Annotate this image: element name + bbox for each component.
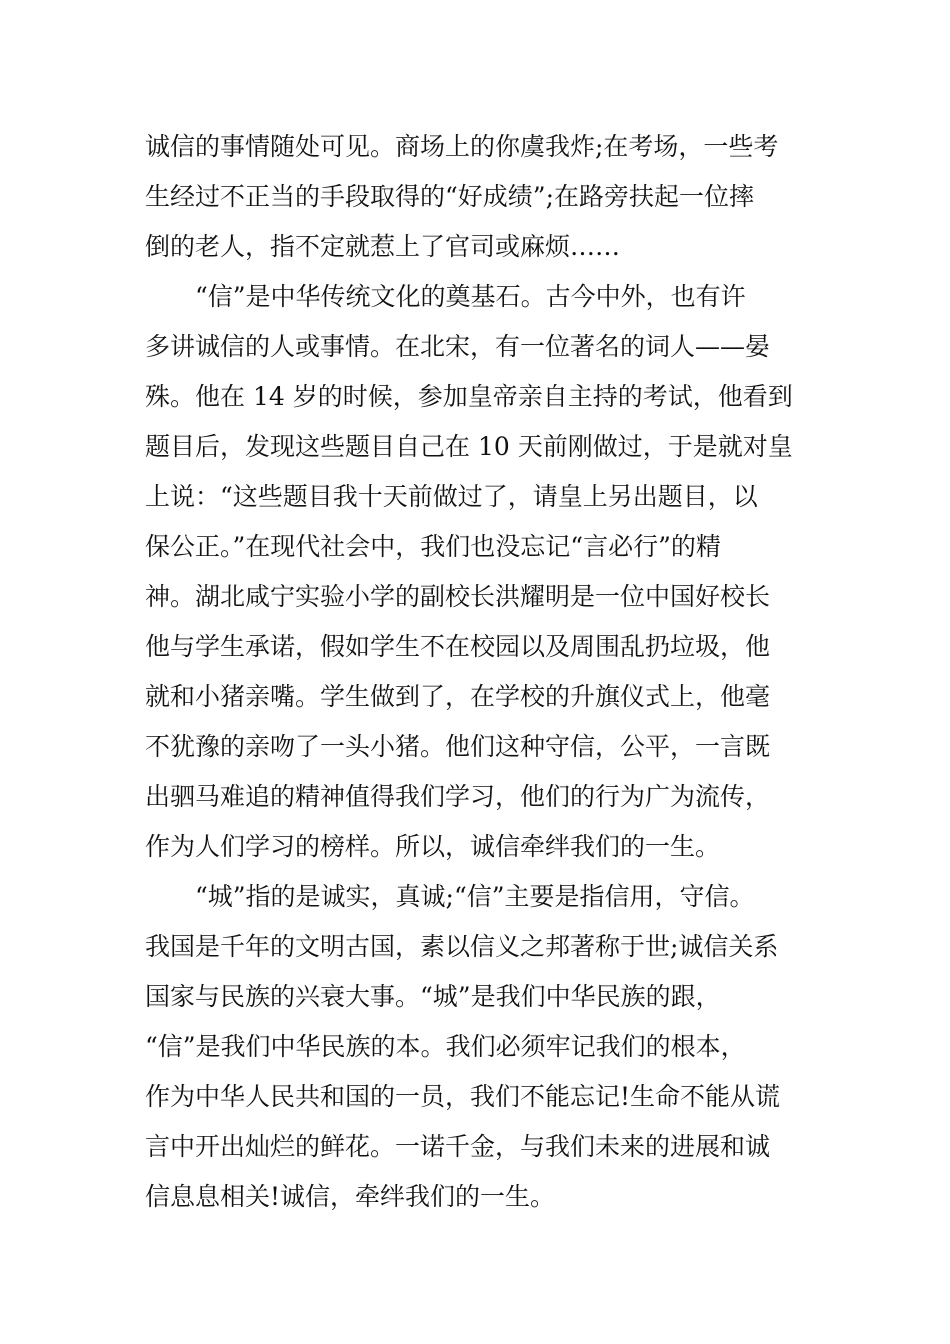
paragraph-2-line-11: 出驷马难追的精神值得我们学习，他们的行为广为流传， <box>145 782 771 811</box>
paragraph-2-line-2: 多讲诚信的人或事情。在北宋，有一位著名的词人——晏 <box>145 332 771 361</box>
paragraph-3-line-7: 信息息相关!诚信，牵绊我们的一生。 <box>145 1182 556 1211</box>
paragraph-1-line-2: 生经过不正当的手段取得的“好成绩”;在路旁扶起一位摔 <box>145 182 754 211</box>
paragraph-2-line-9: 就和小猪亲嘴。学生做到了，在学校的升旗仪式上，他毫 <box>145 682 771 711</box>
paragraph-3-line-3: 国家与民族的兴衰大事。“城”是我们中华民族的跟， <box>145 982 721 1011</box>
paragraph-3-line-2: 我国是千年的文明古国，素以信义之邦著称于世;诚信关系 <box>145 932 779 961</box>
paragraph-2-line-12: 作为人们学习的榜样。所以，诚信牵绊我们的一生。 <box>145 832 721 861</box>
paragraph-2-line-8: 他与学生承诺，假如学生不在校园以及周围乱扔垃圾，他 <box>145 632 771 661</box>
paragraph-3-line-1: “城”指的是诚实，真诚;“信”主要是指信用，守信。 <box>195 882 755 911</box>
paragraph-2-line-10: 不犹豫的亲吻了一头小猪。他们这种守信，公平，一言既 <box>145 732 771 761</box>
paragraph-2-line-7: 神。湖北咸宁实验小学的副校长洪耀明是一位中国好校长 <box>145 582 771 611</box>
paragraph-2-line-4: 题目后，发现这些题目自己在 10 天前刚做过，于是就对皇 <box>145 432 793 461</box>
paragraph-2-line-5: 上说：“这些题目我十天前做过了，请皇上另出题目，以 <box>145 482 758 511</box>
paragraph-2-line-6: 保公正。”在现代社会中，我们也没忘记“言必行”的精 <box>145 532 721 561</box>
paragraph-2-line-3: 殊。他在 14 岁的时候，参加皇帝亲自主持的考试，他看到 <box>145 382 793 411</box>
paragraph-3-line-6: 言中开出灿烂的鲜花。一诺千金，与我们未来的进展和诚 <box>145 1132 771 1161</box>
paragraph-2-line-1: “信”是中华传统文化的奠基石。古今中外，也有许 <box>195 282 746 311</box>
paragraph-3-line-4: “信”是我们中华民族的本。我们必须牢记我们的根本， <box>145 1032 746 1061</box>
document-body <box>145 122 835 1222</box>
paragraph-1-line-3: 倒的老人，指不定就惹上了官司或麻烦…… <box>145 232 621 261</box>
paragraph-3-line-5: 作为中华人民共和国的一员，我们不能忘记!生命不能从谎 <box>145 1082 781 1111</box>
paragraph-1-line-1: 诚信的事情随处可见。商场上的你虞我炸;在考场，一些考 <box>145 132 779 161</box>
